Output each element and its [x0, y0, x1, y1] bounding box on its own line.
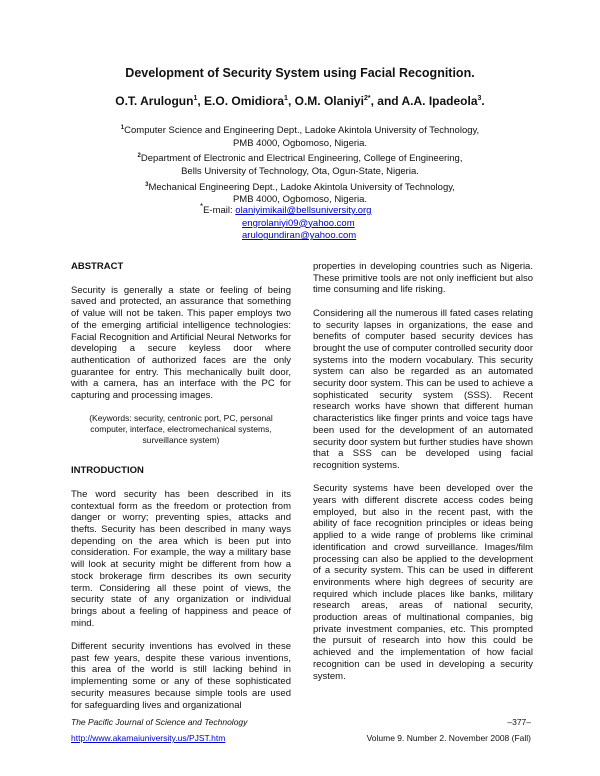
body-paragraph: Different security inventions has evolved in these past few years, despite these various inventions, this area of the world is still lacking behind in implementing some or any of these sophisticated security measures because simple tools are used for safeguarding lives and organizational: [71, 641, 291, 711]
right-column: [313, 261, 533, 694]
author-affil-sup: 1: [193, 95, 198, 102]
author-name: O.M. Olaniyi: [294, 94, 364, 108]
author-separator: , and: [370, 94, 402, 108]
footer-journal: The Pacific Journal of Science and Technology: [71, 717, 248, 727]
footer-volume: Volume 9. Number 2. November 2008 (Fall): [366, 733, 531, 743]
paper-title: Development of Security System using Facial Recognition.: [125, 66, 475, 80]
body-paragraph: Security systems have been developed over the years with different discrete access codes being employed, but also in the recent past, with the ability of face recognition principles or ideas being applied to a wide range of problems like criminal identification and crowd surveillance. Images/film processing can also be applied to the development of a security system. This can be used in different environments where high degrees of security are required which include places like banks, military research areas, areas of national security, production areas of multinational companies, big private investment companies, etc. This prompted the pursuit of research into how this could be achieved and the implementation of how facial recognition can be used in developing a security system.: [313, 483, 533, 682]
introduction-heading: INTRODUCTION: [71, 465, 144, 477]
author-separator: ,: [287, 94, 295, 108]
email-label: E-mail:: [203, 205, 233, 217]
affiliation-sup: 2: [137, 153, 141, 160]
affiliation-line: PMB 4000, Ogbomoso, Nigeria.: [232, 137, 368, 149]
body-paragraph: Considering all the numerous ill fated cases relating to security lapses in organizations, the ease and benefits of computer based security devices has brought the use of computer controlled security door systems into the modern vocabulary. This security system can also be regarded as an automated security door system. This can be used to achieve a sophisticated security system (SSS). Recent research works have shown that different human characteristics like finger prints and voice tags have been used for the development of an automated security door system but further studies have shown that a SSS can be developed using facial recognition systems.: [313, 307, 533, 471]
author-name: E.O. Omidiora: [204, 94, 285, 108]
email-link[interactable]: engrolaniyi09@yahoo.com: [242, 217, 355, 229]
body-paragraph: properties in developing countries such as Nigeria. These primitive tools are not only inefficient but also time consuming and life risking.: [313, 261, 533, 296]
affiliation-line: Bells University of Technology, Ota, Ogun-State, Nigeria.: [181, 166, 419, 178]
author-affil-sup: 1: [284, 95, 288, 102]
abstract-text: Security is generally a state or feeling of being saved and protected, an assurance that something of value will not be taken. This paper employs two of the emerging artificial intelligence technologies: Facial Recognition and Artificial Neural Networks for developing a secure keyless door where authentication of authorized faces are the only guarantee for entry. This mechanically built door, with a camera, has an interface with the PC for capturing and processing images.: [71, 284, 291, 402]
abstract-heading: ABSTRACT: [71, 261, 124, 272]
affiliation-line: PMB 4000, Ogbomoso, Nigeria.: [232, 194, 368, 206]
footer-url-link[interactable]: http://www.akamaiuniversity.us/PJST.htm: [71, 733, 226, 743]
affiliation-sup: 1: [120, 125, 125, 131]
affiliation-line: $^2$Department of Electronic and Electrical Engineering, College of Engineering,: [137, 153, 463, 165]
keywords: (Keywords: security, centronic port, PC, personal computer, interface, electromechanical systems, surveillance system): [89, 413, 273, 445]
left-column: [71, 261, 291, 723]
author-name: A.A. Ipadeola: [401, 94, 478, 108]
corresponding-marker: *: [200, 202, 204, 211]
author-name: O.T. Arulogun: [115, 94, 194, 108]
email-link[interactable]: arulogundiran@yahoo.com: [242, 230, 357, 242]
affiliation-sup: 3: [145, 181, 149, 188]
affiliation-line: $^3$Mechanical Engineering Dept., Ladoke Akintola University of Technology,: [145, 181, 455, 193]
body-paragraph: The word security has been described in its contextual form as the freedom or protection from danger or worry; preventing spies, attacks and thefts. Security has been described in many ways depending on the area which is been put into consideration. For example, the way a military base will look at security might be different from how a stock brokerage firm describes its own security term. Considering all these point of views, the security state of any organization or individual brings about a feeling of happiness and peace of mind.: [71, 488, 291, 629]
email-block: [200, 201, 440, 243]
footer-page-number: –377–: [507, 717, 531, 727]
email-link[interactable]: olaniyimikail@bellsuniversity.org: [235, 205, 372, 217]
author-affil-sup: 2*: [363, 95, 371, 102]
affiliation-line: $^1$Computer Science and Engineering Dept., Ladoke Akintola University of Technology,: [120, 125, 480, 137]
affiliations: [0, 122, 600, 207]
author-list: O.T. Arulogun$^1$, E.O. Omidiora$^1$, O.M. Olaniyi$^{2*}$, and A.A. Ipadeola$^3$.: [115, 94, 485, 108]
author-separator: ,: [197, 94, 205, 108]
author-affil-sup: 3: [477, 95, 482, 102]
